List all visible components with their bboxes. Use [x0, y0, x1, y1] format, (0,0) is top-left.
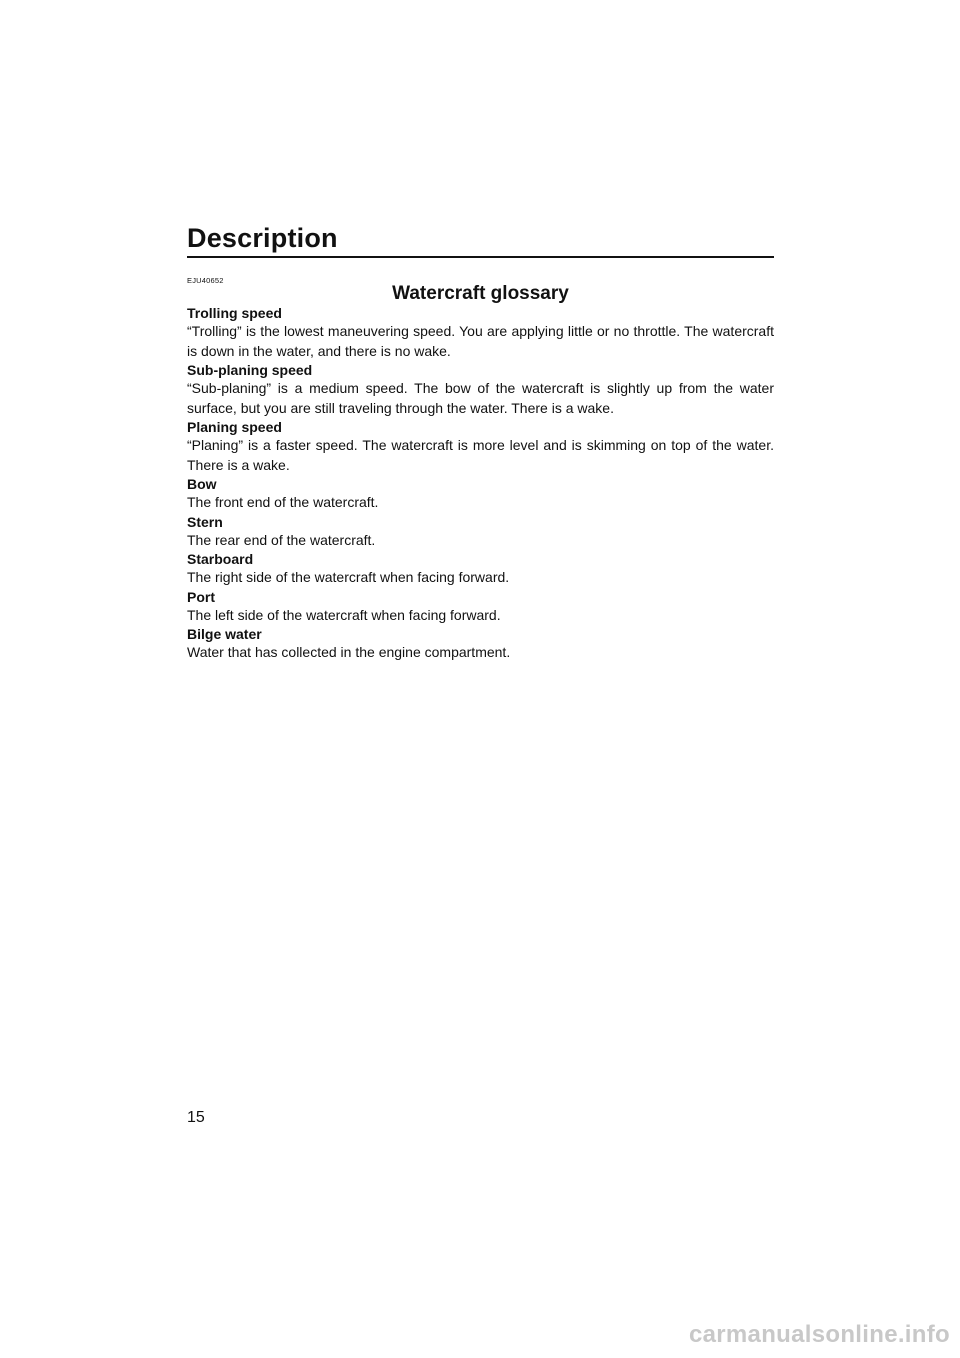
glossary-definition: “Sub-planing” is a medium speed. The bow of the watercraft is slightly up from the water surface, but you are still traveling through the water. There is a wake.: [187, 380, 774, 416]
glossary-entry-starboard: [187, 550, 774, 588]
glossary-term: Planing speed: [187, 419, 282, 435]
section-title: Description: [187, 223, 338, 253]
glossary-definition: “Planing” is a faster speed. The watercraft is more level and is skimming on top of the water. There is a wake.: [187, 437, 774, 473]
glossary-term: Sub-planing speed: [187, 362, 313, 378]
glossary-term: Port: [187, 588, 215, 605]
glossary-definition: The front end of the watercraft.: [187, 494, 379, 510]
glossary-term: Stern: [187, 513, 223, 530]
glossary-list: [187, 304, 774, 663]
glossary-entry-sub-planing-speed: [187, 361, 774, 418]
glossary-term: Bow: [187, 476, 217, 492]
glossary-term: Trolling speed: [187, 305, 282, 321]
glossary-entry-port: [187, 588, 774, 626]
glossary-definition: The right side of the watercraft when facing forward.: [187, 569, 510, 585]
glossary-term: Starboard: [187, 551, 254, 567]
glossary-definition: Water that has collected in the engine compartment.: [187, 644, 511, 660]
glossary-term: Bilge water: [187, 626, 262, 642]
glossary-entry-bow: [187, 475, 774, 513]
glossary-entry-bilge-water: [187, 625, 774, 663]
glossary-entry-trolling-speed: [187, 304, 774, 361]
reference-code: EJU40652: [187, 276, 224, 285]
page-number: 15: [187, 1109, 205, 1126]
site-watermark: carmanualsonline.info: [688, 1321, 950, 1348]
glossary-entry-stern: [187, 513, 774, 551]
glossary-definition: The rear end of the watercraft.: [187, 531, 376, 548]
glossary-entry-planing-speed: [187, 418, 774, 475]
page-header: [187, 222, 774, 258]
glossary-definition: “Trolling” is the lowest maneuvering speed. You are applying little or no throttle. The watercraft is down in the water, and there is no wake.: [187, 323, 774, 359]
glossary-title: Watercraft glossary: [392, 283, 569, 304]
glossary-definition: The left side of the watercraft when facing forward.: [187, 606, 501, 623]
